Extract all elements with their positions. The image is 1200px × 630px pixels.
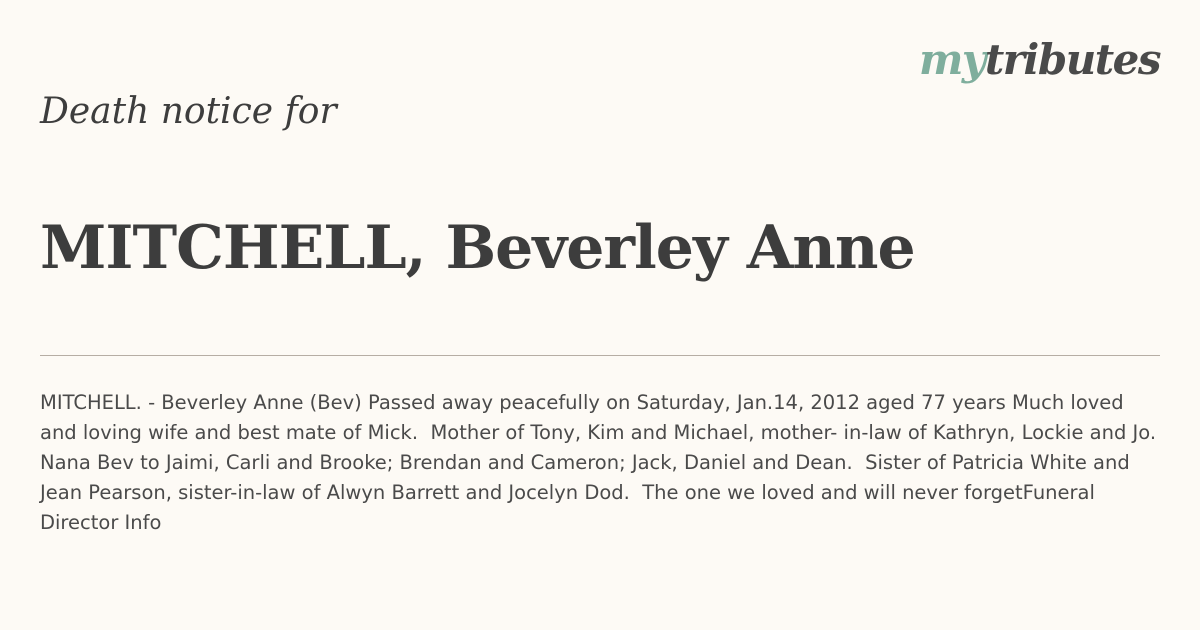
- mytributes-logo[interactable]: [919, 32, 1160, 88]
- logo-tributes-text: tributes: [984, 35, 1160, 84]
- notice-kicker: Death notice for: [40, 91, 337, 132]
- deceased-name: MITCHELL, Beverley Anne: [40, 213, 915, 283]
- logo-my-text: my: [918, 35, 985, 84]
- notice-body: MITCHELL. - Beverley Anne (Bev) Passed away peacefully on Saturday, Jan.14, 2012 aged 77 years Much loved and loving wife and best mate of Mick. Mother of Tony, Kim and Michael, mother- in-law of Kathryn, Lockie and Jo. Nana Bev to Jaimi, Carli and Brooke; Brendan and Cameron; Jack, Daniel and Dean. Sister of Patricia White and Jean Pearson, sister-in-law of Alwyn Barrett and Jocelyn Dod. The one we loved and will never forgetFuneral Director Info: [40, 391, 1169, 534]
- divider: [40, 355, 1160, 356]
